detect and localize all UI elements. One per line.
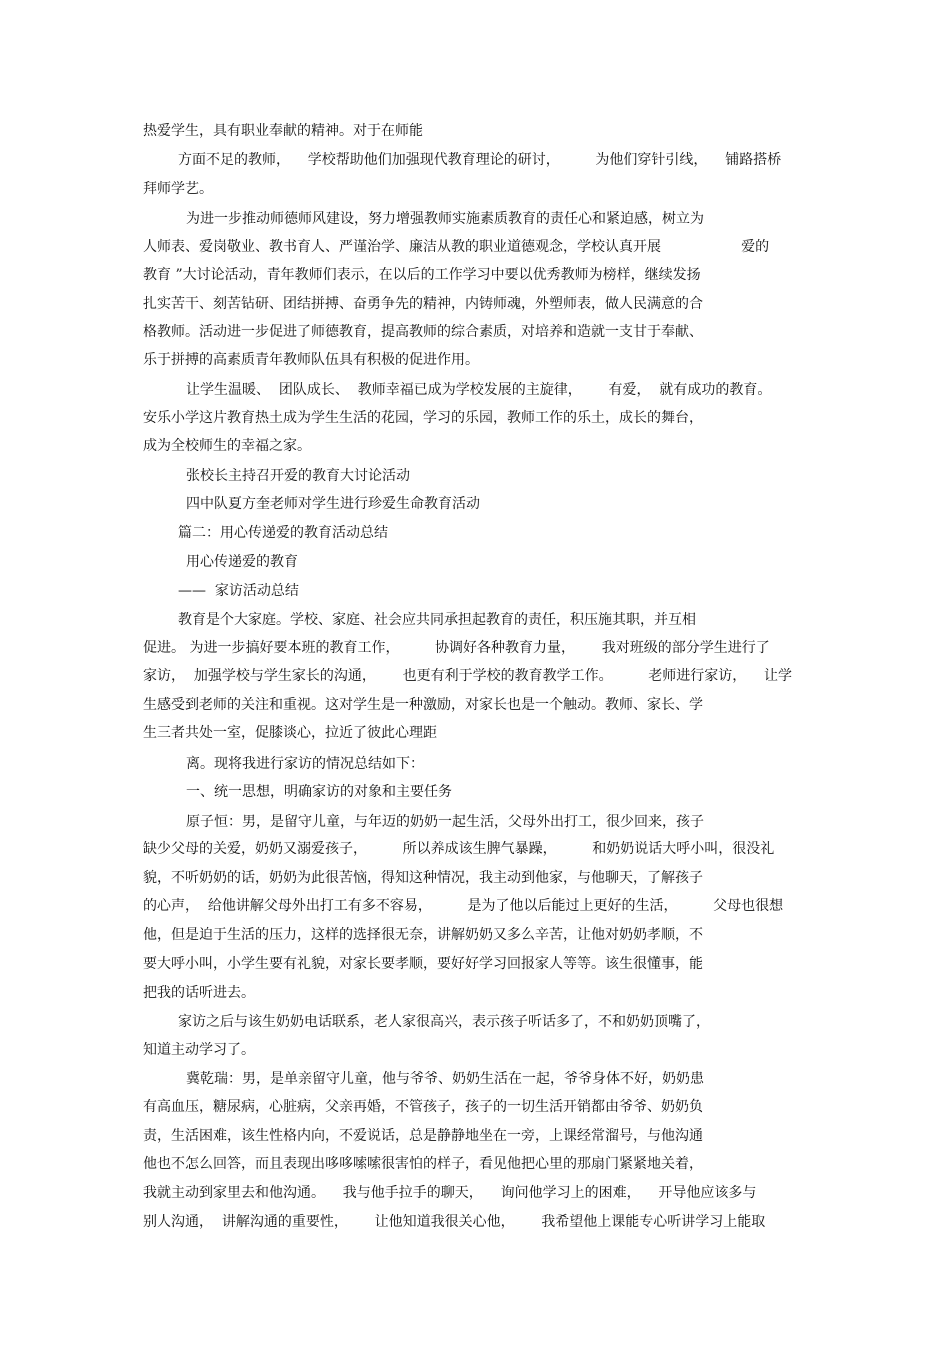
text-line: 人师表、爱岗敬业、教书育人、严谨治学、廉洁从教的职业道德观念，学校认真开展 爱的: [143, 239, 770, 255]
text-line: 他也不怎么回答，而且表现出哆哆嗦嗦很害怕的样子，看见他把心里的那扇门紧紧地关着，: [143, 1156, 703, 1172]
text-line: 用心传递爱的教育: [186, 554, 298, 570]
text-line: 别人沟通， 讲解沟通的重要性， 让他知道我很关心他， 我希望他上课能专心听讲学习上能取: [143, 1214, 766, 1230]
text-line: 拜师学艺。: [143, 181, 213, 197]
text-line: 促进。 为进一步搞好要本班的教育工作， 协调好各种教育力量， 我对班级的部分学生进行了: [143, 640, 770, 656]
text-line: 把我的话听进去。: [143, 985, 255, 1001]
text-line: —— 家访活动总结: [178, 583, 299, 599]
text-line: 责，生活困难，该生性格内向，不爱说话，总是静静地坐在一旁，上课经常溜号，与他沟通: [143, 1128, 703, 1144]
text-line: 生三者共处一室，促膝谈心，拉近了彼此心理距: [143, 725, 437, 741]
text-line: 貌，不听奶奶的话，奶奶为此很苦恼，得知这种情况，我主动到他家，与他聊天，了解孩子: [143, 870, 703, 886]
text-line: 成为全校师生的幸福之家。: [143, 438, 311, 454]
text-line: 方面不足的教师， 学校帮助他们加强现代教育理论的研讨， 为他们穿针引线， 铺路搭桥: [178, 152, 782, 168]
text-line: 有高血压，糖尿病，心脏病，父亲再婚，不管孩子，孩子的一切生活开销都由爷爷、奶奶负: [143, 1099, 703, 1115]
text-line: 四中队夏方奎老师对学生进行珍爱生命教育活动: [186, 496, 480, 512]
text-line: 格教师。活动进一步促进了师德教育，提高教师的综合素质，对培养和造就一支甘于奉献、: [143, 324, 703, 340]
text-line: 生感受到老师的关注和重视。这对学生是一种激励，对家长也是一个触动。教师、家长、学: [143, 697, 703, 713]
text-line: 离。现将我进行家访的情况总结如下：: [186, 756, 424, 772]
text-line: 乐于拼搏的高素质青年教师队伍具有积极的促进作用。: [143, 352, 479, 368]
text-line: 知道主动学习了。: [143, 1042, 255, 1058]
text-line: 安乐小学这片教育热土成为学生生活的花园，学习的乐园，教师工作的乐土，成长的舞台，: [143, 410, 703, 426]
text-line: 家访， 加强学校与学生家长的沟通， 也更有利于学校的教育教学工作。 老师进行家访， 让学: [143, 668, 793, 684]
text-line: 张校长主持召开爱的教育大讨论活动: [186, 468, 410, 484]
text-line: 教育 ”大讨论活动，青年教师们表示，在以后的工作学习中要以优秀教师为榜样，继续发扬: [143, 267, 701, 283]
text-line: 要大呼小叫，小学生要有礼貌，对家长要孝顺，要好好学习回报家人等等。该生很懂事，能: [143, 956, 703, 972]
text-line: 热爱学生，具有职业奉献的精神。对于在师能: [143, 123, 423, 139]
text-line: 我就主动到家里去和他沟通。 我与他手拉手的聊天， 询问他学习上的困难， 开导他应该多与: [143, 1185, 757, 1201]
text-line: 为进一步推动师德师风建设，努力增强教师实施素质教育的责任心和紧迫感，树立为: [186, 211, 704, 227]
text-line: 家访之后与该生奶奶电话联系，老人家很高兴，表示孩子听话多了，不和奶奶顶嘴了，: [178, 1014, 710, 1030]
section-heading: 篇二：用心传递爱的教育活动总结: [178, 525, 388, 541]
text-line: 教育是个大家庭。学校、家庭、社会应共同承担起教育的责任，积压施其职，并互相: [178, 612, 696, 628]
text-line: 扎实苦干、刻苦钻研、团结拼搏、奋勇争先的精神，内铸师魂，外塑师表，做人民满意的合: [143, 296, 703, 312]
text-line: 一、统一思想，明确家访的对象和主要任务: [186, 784, 452, 800]
text-line: 原子恒：男，是留守儿童，与年迈的奶奶一起生活，父母外出打工，很少回来，孩子: [186, 814, 704, 830]
text-line: 缺少父母的关爱，奶奶又溺爱孩子， 所以养成该生脾气暴躁， 和奶奶说话大呼小叫，很没礼: [143, 841, 775, 857]
text-line: 的心声， 给他讲解父母外出打工有多不容易， 是为了他以后能过上更好的生活， 父母也很想: [143, 898, 784, 914]
text-line: 他，但是迫于生活的压力，这样的选择很无奈，讲解奶奶又多么辛苦，让他对奶奶孝顺，不: [143, 927, 703, 943]
text-line: 冀乾瑞：男，是单亲留守儿童，他与爷爷、奶奶生活在一起，爷爷身体不好，奶奶患: [186, 1071, 704, 1087]
text-line: 让学生温暖、 团队成长、 教师幸福已成为学校发展的主旋律， 有爱， 就有成功的教育。: [186, 382, 772, 398]
